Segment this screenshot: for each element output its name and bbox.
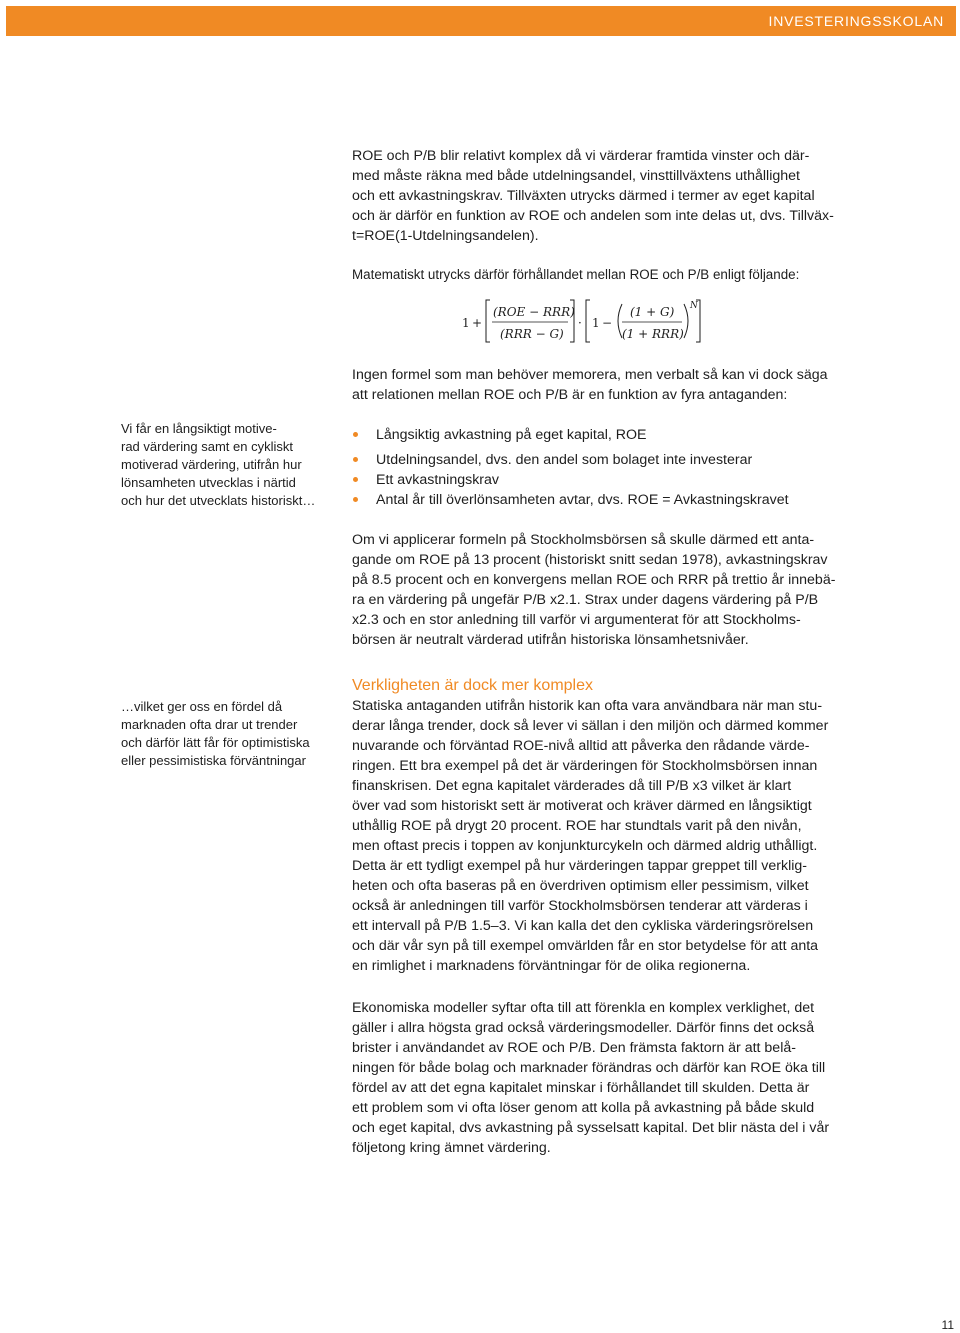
formula-one-inner: 1 bbox=[592, 316, 600, 330]
bullet-dot-icon bbox=[353, 477, 358, 482]
formula-denominator: (RRR − G) bbox=[500, 327, 564, 341]
text-line: men oftast precis i toppen av konjunkturcykeln och därmed aldrig uthålligt. bbox=[352, 838, 818, 854]
text-line: motiverad värdering, utifrån hur bbox=[121, 457, 302, 472]
formula-intro bbox=[352, 265, 842, 285]
formula-exponent: N bbox=[690, 301, 698, 311]
text-line: …vilket ger oss en fördel då bbox=[121, 699, 283, 714]
list-item-label: Ett avkastningskrav bbox=[376, 472, 500, 488]
text-line: ett problem som vi ofta löser genom att kolla på avkastning på både skuld bbox=[352, 1100, 815, 1116]
text-line: ROE och P/B blir relativt komplex då vi värderar framtida vinster och där- bbox=[352, 148, 810, 164]
text-line: eller pessimistiska förväntningar bbox=[121, 753, 306, 768]
text-line: fördel av att det egna kapitalet minskar i förhållandet till skulden. Detta är bbox=[352, 1080, 810, 1096]
text-line: över vad som historiskt sett är motiverat och kräver därmed en långsiktigt bbox=[352, 798, 812, 814]
text-line: Vi får en långsiktigt motive- bbox=[121, 421, 277, 436]
list-item-label: Utdelningsandel, dvs. den andel som bolaget inte investerar bbox=[376, 452, 753, 468]
text-line: att relationen mellan ROE och P/B är en funktion av fyra antaganden: bbox=[352, 387, 788, 403]
text-line: heten och ofta baseras på en överdriven optimism eller pessimism, vilket bbox=[352, 878, 809, 894]
text-line: rad värdering samt en cykliskt bbox=[121, 439, 293, 454]
text-line: finanskrisen. Det egna kapitalet värderades då till P/B x3 vilket är klart bbox=[352, 778, 792, 794]
application-paragraph bbox=[352, 530, 842, 650]
text-line: gäller i allra högsta grad också värderingsmodeller. Därför finns det också bbox=[352, 1020, 815, 1036]
paren-close bbox=[684, 304, 688, 338]
closing-paragraph bbox=[352, 998, 842, 1158]
text-line: Statiska antaganden utifrån historik kan ofta vara användbara när man stu- bbox=[352, 698, 823, 714]
text-line: ett intervall på P/B 1.5–3. Vi kan kalla det den cykliska värderingsrörelsen bbox=[352, 918, 814, 934]
text-line: t=ROE(1-Utdelningsandelen). bbox=[352, 228, 539, 244]
text-line: och är därför en funktion av ROE och andelen som inte delas ut, dvs. Tillväx- bbox=[352, 208, 834, 224]
formula-dot: · bbox=[578, 316, 582, 330]
text-line: x2.3 och en stor anledning till varför vi argumenterat för att Stockholms- bbox=[352, 612, 801, 628]
bullet-dot-icon bbox=[353, 457, 358, 462]
pullquote bbox=[121, 698, 331, 770]
header-title: INVESTERINGSSKOLAN bbox=[768, 13, 944, 29]
pullquote bbox=[121, 420, 331, 510]
text-line: marknaden ofta drar ut trender bbox=[121, 717, 298, 732]
assumptions-list bbox=[352, 425, 842, 510]
text-line: brister i användandet av ROE och P/B. Den främsta faktorn är att belå- bbox=[352, 1040, 796, 1056]
text-line: och ett avkastningskrav. Tillväxten utrycks därmed i termer av eget kapital bbox=[352, 188, 815, 204]
text-line: Om vi applicerar formeln på Stockholmsbörsen så skulle därmed ett anta- bbox=[352, 532, 815, 548]
right-bracket-open bbox=[586, 300, 590, 342]
text-line: uthållig ROE på drygt 20 procent. ROE har stundtals varit på den nivån, bbox=[352, 818, 802, 834]
text-line: nuvarande och förväntad ROE-nivå alltid att påverka den rådande värde- bbox=[352, 738, 810, 754]
text-line: en rimlighet i marknadens förväntningar för de olika regionerna. bbox=[352, 958, 751, 974]
list-item bbox=[352, 425, 842, 445]
formula-inner-denominator: (1 + RRR) bbox=[622, 327, 684, 341]
text-line: ra en värdering på ungefär P/B x2.1. Strax under dagens värdering på P/B bbox=[352, 592, 819, 608]
section-heading: Verkligheten är dock mer komplex bbox=[352, 677, 593, 694]
formula-numerator: (ROE − RRR) bbox=[493, 305, 575, 319]
formula-svg bbox=[460, 296, 720, 348]
list-item-label: Långsiktig avkastning på eget kapital, ROE bbox=[376, 427, 647, 443]
text-line: Detta är ett tydligt exempel på hur värderingen tappar greppet till verklig- bbox=[352, 858, 808, 874]
text-line: och eget kapital, dvs avkastning på sysselsatt kapital. Det blir nästa del i vår bbox=[352, 1120, 830, 1136]
intro-paragraph bbox=[352, 146, 842, 246]
left-bracket-open bbox=[486, 300, 490, 342]
text-line: med måste räkna med både utdelningsandel, vinsttillväxtens uthållighet bbox=[352, 168, 800, 184]
list-item-label: Antal år till överlönsamheten avtar, dvs. ROE = Avkastningskravet bbox=[376, 492, 789, 508]
header-bar bbox=[6, 6, 956, 36]
formula-minus: − bbox=[602, 316, 613, 330]
assumptions-intro bbox=[352, 365, 842, 405]
formula-inner-numerator: (1 + G) bbox=[630, 305, 675, 319]
text-line: Ekonomiska modeller syftar ofta till att förenkla en komplex verklighet, det bbox=[352, 1000, 815, 1016]
text-line: ringen. Ett bra exempel på det är värderingen för Stockholmsbörsen innan bbox=[352, 758, 818, 774]
list-item bbox=[352, 490, 842, 510]
text-line: lönsamheten utvecklas i närtid bbox=[121, 475, 296, 490]
list-item bbox=[352, 450, 842, 470]
section-body bbox=[352, 696, 842, 976]
text-line: också är anledningen till varför Stockholmsbörsen tenderar att värderas i bbox=[352, 898, 808, 914]
text-line: och hur det utvecklats historiskt… bbox=[121, 493, 316, 508]
formula-one: 1 bbox=[462, 316, 470, 330]
text-line: ningen för både bolag och marknader förändras och därför kan ROE öka till bbox=[352, 1060, 826, 1076]
text-line: gande om ROE på 13 procent (historiskt snitt sedan 1978), avkastningskrav bbox=[352, 552, 828, 568]
formula-plus: + bbox=[472, 316, 483, 330]
text-line: följetong kring ämnet värdering. bbox=[352, 1140, 551, 1156]
text-line: och där vår syn på till exempel omvärlden får en stor betydelse för att anta bbox=[352, 938, 819, 954]
text-line: och därför lätt får för optimistiska bbox=[121, 735, 310, 750]
text-line: börsen är neutralt värderad utifrån historiska lönsamhetsnivåer. bbox=[352, 632, 749, 648]
text-line: derar långa trender, dock så lever vi sällan i den miljön och därmed kommer bbox=[352, 718, 829, 734]
bullet-dot-icon bbox=[353, 497, 358, 502]
text-line: på 8.5 procent och en konvergens mellan ROE och RRR på trettio år innebä- bbox=[352, 572, 836, 588]
text-line: Matematiskt utrycks därför förhållandet mellan ROE och P/B enligt följande: bbox=[352, 267, 800, 282]
pb-formula bbox=[460, 296, 720, 348]
page-number: 11 bbox=[941, 1318, 954, 1332]
bullet-dot-icon bbox=[353, 432, 358, 437]
text-line: Ingen formel som man behöver memorera, men verbalt så kan vi dock säga bbox=[352, 367, 828, 383]
list-item bbox=[352, 470, 842, 490]
